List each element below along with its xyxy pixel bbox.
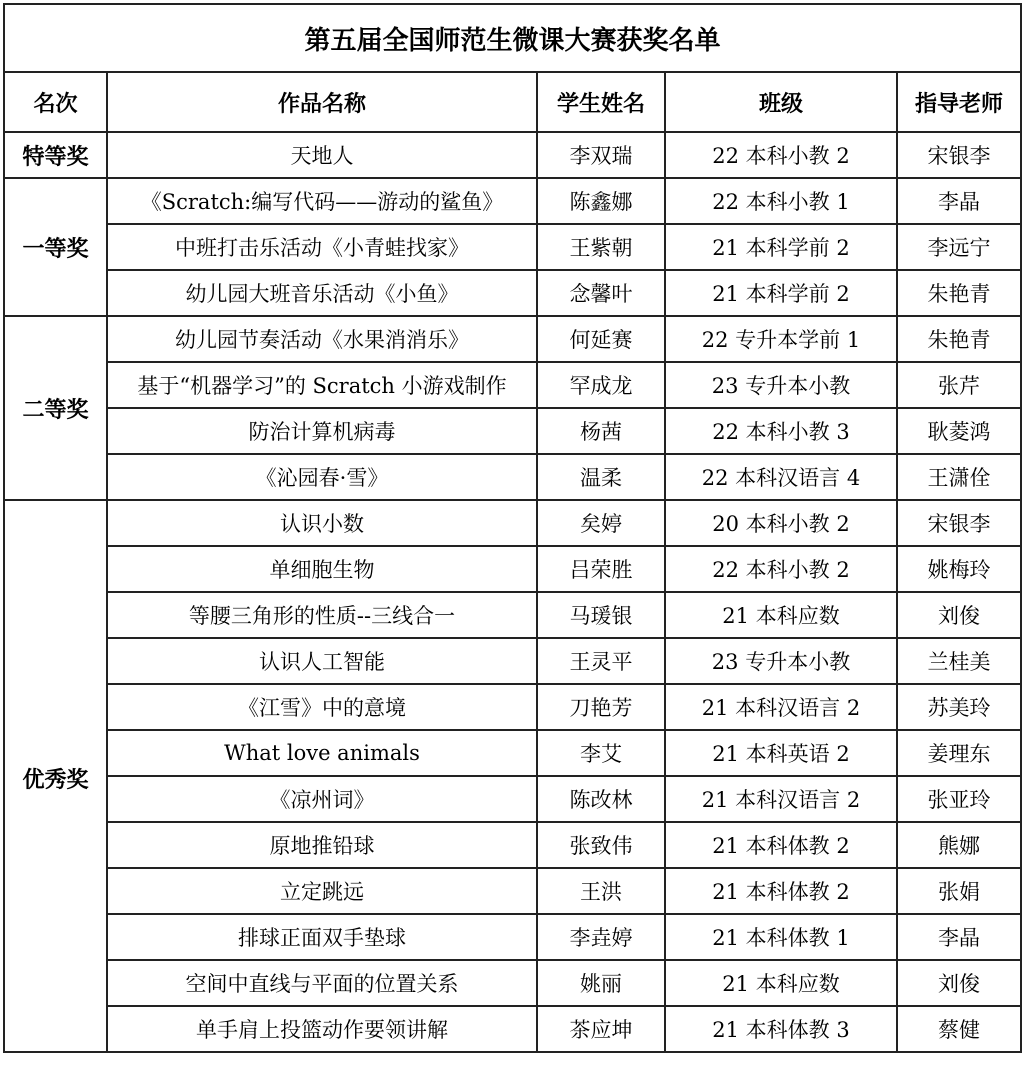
work-title-cell: 《沁园春·雪》 <box>107 454 537 500</box>
rank-cell: 二等奖 <box>4 316 107 500</box>
class-cell: 21 本科应数 <box>665 960 897 1006</box>
student-name-cell: 吕荣胜 <box>537 546 665 592</box>
advisor-cell: 李晶 <box>897 914 1021 960</box>
class-cell: 22 本科小教 1 <box>665 178 897 224</box>
student-name-cell: 念馨叶 <box>537 270 665 316</box>
header-advisor: 指导老师 <box>897 72 1021 132</box>
work-title-cell: 幼儿园大班音乐活动《小鱼》 <box>107 270 537 316</box>
table-row <box>4 1006 1021 1052</box>
advisor-cell: 刘俊 <box>897 960 1021 1006</box>
advisor-cell: 朱艳青 <box>897 316 1021 362</box>
advisor-cell: 苏美玲 <box>897 684 1021 730</box>
work-title-cell: 单细胞生物 <box>107 546 537 592</box>
work-title-cell: 《凉州词》 <box>107 776 537 822</box>
class-cell: 22 本科汉语言 4 <box>665 454 897 500</box>
advisor-cell: 熊娜 <box>897 822 1021 868</box>
work-title-cell: 立定跳远 <box>107 868 537 914</box>
table-row <box>4 178 1021 224</box>
advisor-cell: 张娟 <box>897 868 1021 914</box>
class-cell: 23 专升本小教 <box>665 362 897 408</box>
advisor-cell: 刘俊 <box>897 592 1021 638</box>
work-title-cell: 天地人 <box>107 132 537 178</box>
student-name-cell: 李艾 <box>537 730 665 776</box>
student-name-cell: 王洪 <box>537 868 665 914</box>
table-row <box>4 408 1021 454</box>
work-title-cell: 等腰三角形的性质--三线合一 <box>107 592 537 638</box>
table-row <box>4 730 1021 776</box>
work-title-cell: 认识人工智能 <box>107 638 537 684</box>
table-body <box>4 132 1021 1052</box>
student-name-cell: 陈鑫娜 <box>537 178 665 224</box>
advisor-cell: 朱艳青 <box>897 270 1021 316</box>
student-name-cell: 刀艳芳 <box>537 684 665 730</box>
advisor-cell: 姜理东 <box>897 730 1021 776</box>
class-cell: 21 本科体教 2 <box>665 868 897 914</box>
class-cell: 23 专升本小教 <box>665 638 897 684</box>
header-class: 班级 <box>665 72 897 132</box>
class-cell: 22 本科小教 2 <box>665 546 897 592</box>
work-title-cell: 原地推铅球 <box>107 822 537 868</box>
student-name-cell: 温柔 <box>537 454 665 500</box>
table-row <box>4 270 1021 316</box>
student-name-cell: 李垚婷 <box>537 914 665 960</box>
header-student-name: 学生姓名 <box>537 72 665 132</box>
table-row <box>4 592 1021 638</box>
advisor-cell: 张芹 <box>897 362 1021 408</box>
work-title-cell: 幼儿园节奏活动《水果消消乐》 <box>107 316 537 362</box>
header-rank: 名次 <box>4 72 107 132</box>
student-name-cell: 姚丽 <box>537 960 665 1006</box>
advisor-cell: 宋银李 <box>897 500 1021 546</box>
student-name-cell: 李双瑞 <box>537 132 665 178</box>
table-row <box>4 822 1021 868</box>
class-cell: 21 本科体教 3 <box>665 1006 897 1052</box>
student-name-cell: 何延赛 <box>537 316 665 362</box>
work-title-cell: 中班打击乐活动《小青蛙找家》 <box>107 224 537 270</box>
rank-cell: 优秀奖 <box>4 500 107 1052</box>
table-title: 第五届全国师范生微课大赛获奖名单 <box>4 4 1021 72</box>
table-row <box>4 316 1021 362</box>
table-row <box>4 638 1021 684</box>
student-name-cell: 陈改林 <box>537 776 665 822</box>
advisor-cell: 王潇佺 <box>897 454 1021 500</box>
class-cell: 21 本科学前 2 <box>665 270 897 316</box>
table-row <box>4 546 1021 592</box>
table-row <box>4 868 1021 914</box>
work-title-cell: 《江雪》中的意境 <box>107 684 537 730</box>
student-name-cell: 王紫朝 <box>537 224 665 270</box>
advisor-cell: 张亚玲 <box>897 776 1021 822</box>
class-cell: 22 专升本学前 1 <box>665 316 897 362</box>
rank-cell: 特等奖 <box>4 132 107 178</box>
class-cell: 22 本科小教 2 <box>665 132 897 178</box>
award-table <box>3 3 1022 1053</box>
student-name-cell: 矣婷 <box>537 500 665 546</box>
student-name-cell: 张致伟 <box>537 822 665 868</box>
table-row <box>4 362 1021 408</box>
advisor-cell: 耿菱鸿 <box>897 408 1021 454</box>
rank-cell: 一等奖 <box>4 178 107 316</box>
student-name-cell: 罕成龙 <box>537 362 665 408</box>
student-name-cell: 王灵平 <box>537 638 665 684</box>
table-row <box>4 454 1021 500</box>
advisor-cell: 蔡健 <box>897 1006 1021 1052</box>
work-title-cell: 空间中直线与平面的位置关系 <box>107 960 537 1006</box>
advisor-cell: 李晶 <box>897 178 1021 224</box>
work-title-cell: 基于“机器学习”的 Scratch 小游戏制作 <box>107 362 537 408</box>
class-cell: 21 本科体教 1 <box>665 914 897 960</box>
header-work-title: 作品名称 <box>107 72 537 132</box>
table-row <box>4 224 1021 270</box>
table-row <box>4 776 1021 822</box>
advisor-cell: 李远宁 <box>897 224 1021 270</box>
class-cell: 21 本科英语 2 <box>665 730 897 776</box>
table-row <box>4 960 1021 1006</box>
class-cell: 22 本科小教 3 <box>665 408 897 454</box>
work-title-cell: 单手肩上投篮动作要领讲解 <box>107 1006 537 1052</box>
work-title-cell: 防治计算机病毒 <box>107 408 537 454</box>
class-cell: 20 本科小教 2 <box>665 500 897 546</box>
student-name-cell: 杨茜 <box>537 408 665 454</box>
class-cell: 21 本科汉语言 2 <box>665 776 897 822</box>
class-cell: 21 本科汉语言 2 <box>665 684 897 730</box>
student-name-cell: 茶应坤 <box>537 1006 665 1052</box>
work-title-cell: What love animals <box>107 730 537 776</box>
advisor-cell: 兰桂美 <box>897 638 1021 684</box>
table-row <box>4 132 1021 178</box>
class-cell: 21 本科应数 <box>665 592 897 638</box>
table-row <box>4 500 1021 546</box>
class-cell: 21 本科体教 2 <box>665 822 897 868</box>
advisor-cell: 姚梅玲 <box>897 546 1021 592</box>
table-row <box>4 684 1021 730</box>
work-title-cell: 《Scratch:编写代码——游动的鲨鱼》 <box>107 178 537 224</box>
advisor-cell: 宋银李 <box>897 132 1021 178</box>
student-name-cell: 马瑗银 <box>537 592 665 638</box>
table-row <box>4 914 1021 960</box>
work-title-cell: 排球正面双手垫球 <box>107 914 537 960</box>
class-cell: 21 本科学前 2 <box>665 224 897 270</box>
work-title-cell: 认识小数 <box>107 500 537 546</box>
